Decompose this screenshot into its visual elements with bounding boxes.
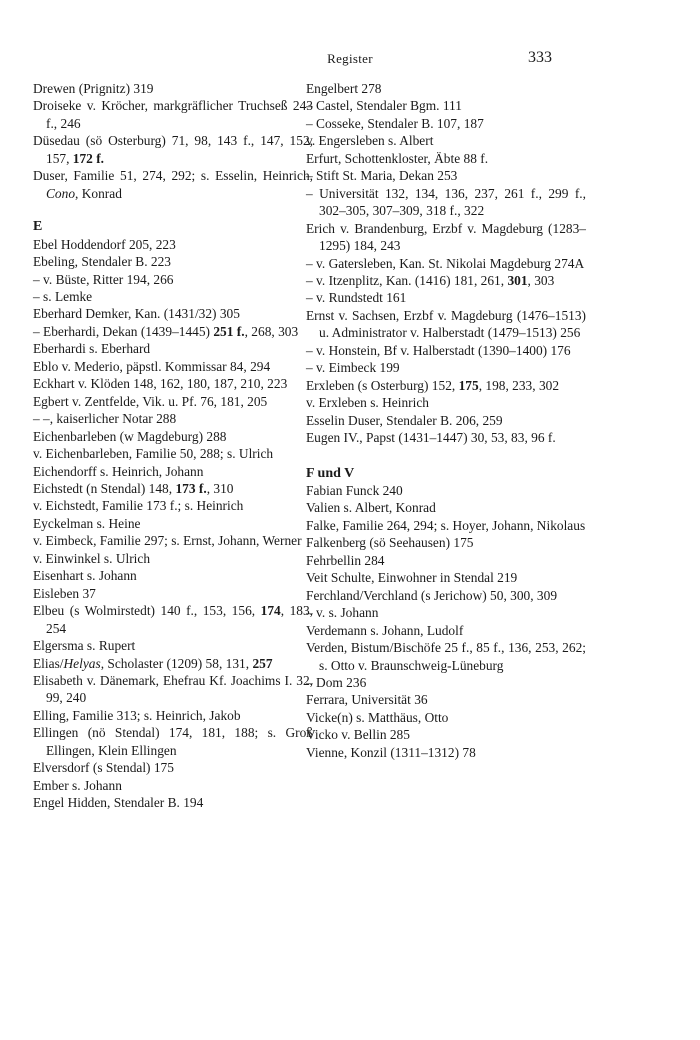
- index-entry: – v. Honstein, Bf v. Halberstadt (1390–1400) 176: [306, 342, 571, 358]
- index-entry: v. Einwinkel s. Ulrich: [33, 550, 151, 566]
- index-entry: Verden, Bistum/Bischöfe 25 f., 85 f., 136, 253, 262; s. Otto v. Braunschweig-Lüneburg: [306, 640, 586, 673]
- index-entry: Eugen IV., Papst (1431–1447) 30, 53, 83, 96 f.: [306, 430, 556, 446]
- index-entry: Engelbert 278: [306, 81, 382, 96]
- index-entry: – v. Rundstedt 161: [306, 290, 407, 306]
- index-entry: v. Eichstedt, Familie 173 f.; s. Heinrich: [33, 498, 244, 514]
- index-entry: Vicke(n) s. Matthäus, Otto: [306, 709, 449, 725]
- index-entry: v. Erxleben s. Heinrich: [306, 395, 429, 411]
- index-entry: – v. Gatersleben, Kan. St. Nikolai Magdeburg 274A: [306, 255, 585, 271]
- index-entry: Vicko v. Bellin 285: [306, 727, 410, 743]
- index-entry: v. Engersleben s. Albert: [306, 133, 434, 149]
- section-heading: E: [33, 219, 43, 235]
- index-entry: Droiseke v. Kröcher, markgräflicher Truchseß 243 f., 246: [33, 98, 313, 131]
- index-entry: – v. Eimbeck 199: [306, 360, 400, 376]
- index-entry: Eberhardi s. Eberhard: [33, 341, 151, 357]
- index-entry: – Eberhardi, Dekan (1439–1445) 251 f., 268, 303: [33, 323, 299, 339]
- running-header: Register: [327, 51, 373, 66]
- index-entry: Eyckelman s. Heine: [33, 515, 141, 531]
- index-entry: Drewen (Prignitz) 319: [33, 81, 154, 96]
- section-heading: F und V: [306, 465, 355, 481]
- index-entry: v. Eichenbarleben, Familie 50, 288; s. Ulrich: [33, 446, 274, 462]
- index-entry: Eisenhart s. Johann: [33, 568, 137, 584]
- index-entry: Eichendorff s. Heinrich, Johann: [33, 463, 204, 479]
- index-entry: Esselin Duser, Stendaler B. 206, 259: [306, 412, 503, 428]
- index-entry: Egbert v. Zentfelde, Vik. u. Pf. 76, 181, 205: [33, 393, 268, 409]
- index-entry: – s. Lemke: [33, 288, 93, 304]
- index-entry: Düsedau (sö Osterburg) 71, 98, 143 f., 147, 152, 157, 172 f.: [33, 133, 313, 166]
- index-column-right: [306, 80, 586, 761]
- index-entry: Eichstedt (n Stendal) 148, 173 f., 310: [33, 480, 234, 496]
- index-entry: Veit Schulte, Einwohner in Stendal 219: [306, 570, 518, 586]
- index-entry: Ebeling, Stendaler B. 223: [33, 254, 171, 270]
- index-entry: Eblo v. Mederio, päpstl. Kommissar 84, 294: [33, 358, 271, 374]
- index-entry: Fabian Funck 240: [306, 482, 403, 498]
- index-entry: Falkenberg (sö Seehausen) 175: [306, 535, 474, 551]
- index-entry: Elling, Familie 313; s. Heinrich, Jakob: [33, 707, 241, 723]
- index-entry: Erich v. Brandenburg, Erzbf v. Magdeburg (1283–1295) 184, 243: [306, 220, 586, 254]
- index-entry: Ember s. Johann: [33, 777, 122, 793]
- index-entry: Ferrara, Universität 36: [306, 692, 428, 708]
- index-entry: Elgersma s. Rupert: [33, 638, 136, 654]
- index-entry: Eckhart v. Klöden 148, 162, 180, 187, 210, 223: [33, 376, 288, 392]
- index-entry: Ernst v. Sachsen, Erzbf v. Magdeburg (1476–1513) u. Administrator v. Halberstadt (1479–1513) 256: [306, 307, 586, 341]
- index-column-left: [33, 80, 313, 812]
- index-entry: Vienne, Konzil (1311–1312) 78: [306, 744, 476, 760]
- index-entry: Ellingen (nö Stendal) 174, 181, 188; s. Groß Ellingen, Klein Ellingen: [33, 725, 313, 758]
- index-entry: – v. s. Johann: [306, 605, 379, 621]
- index-entry: Eberhard Demker, Kan. (1431/32) 305: [33, 306, 240, 322]
- index-entry: – –, kaiserlicher Notar 288: [33, 411, 177, 427]
- index-entry: Falke, Familie 264, 294; s. Hoyer, Johann, Nikolaus: [306, 517, 586, 533]
- index-entry: Eisleben 37: [33, 585, 96, 601]
- index-entry: v. Eimbeck, Familie 297; s. Ernst, Johann, Werner: [33, 533, 302, 549]
- index-entry: – v. Büste, Ritter 194, 266: [33, 271, 174, 287]
- index-entry: – Cosseke, Stendaler B. 107, 187: [306, 115, 484, 131]
- index-entry: Elias/Helyas, Scholaster (1209) 58, 131, 257: [33, 655, 273, 671]
- index-entry: Valien s. Albert, Konrad: [306, 500, 436, 516]
- index-entry: Duser, Familie 51, 274, 292; s. Esselin, Heinrich, Cono, Konrad: [33, 168, 313, 201]
- index-entry: Ferchland/Verchland (s Jerichow) 50, 300, 309: [306, 587, 558, 603]
- index-entry: Erxleben (s Osterburg) 152, 175, 198, 233, 302: [306, 377, 560, 393]
- index-entry: – Stift St. Maria, Dekan 253: [306, 168, 458, 184]
- page-number: 333: [528, 49, 552, 66]
- index-entry: – Dom 236: [306, 674, 367, 690]
- index-entry: Fehrbellin 284: [306, 552, 385, 568]
- index-entry: Erfurt, Schottenkloster, Äbte 88 f.: [306, 150, 489, 166]
- index-entry: Ebel Hoddendorf 205, 223: [33, 236, 176, 252]
- index-entry: Engel Hidden, Stendaler B. 194: [33, 795, 204, 811]
- index-entry: Eichenbarleben (w Magdeburg) 288: [33, 428, 227, 444]
- index-entry: Elisabeth v. Dänemark, Ehefrau Kf. Joachims I. 32, 99, 240: [33, 672, 313, 706]
- index-entry: – v. Itzenplitz, Kan. (1416) 181, 261, 301, 303: [306, 272, 555, 288]
- index-entry: Verdemann s. Johann, Ludolf: [306, 622, 464, 638]
- index-entry: – Universität 132, 134, 136, 237, 261 f., 299 f., 302–305, 307–309, 318 f., 322: [306, 185, 586, 219]
- index-entry: Elbeu (s Wolmirstedt) 140 f., 153, 156, 174, 183, 254: [33, 603, 314, 636]
- index-entry: – Castel, Stendaler Bgm. 111: [306, 98, 462, 114]
- index-entry: Elversdorf (s Stendal) 175: [33, 760, 174, 776]
